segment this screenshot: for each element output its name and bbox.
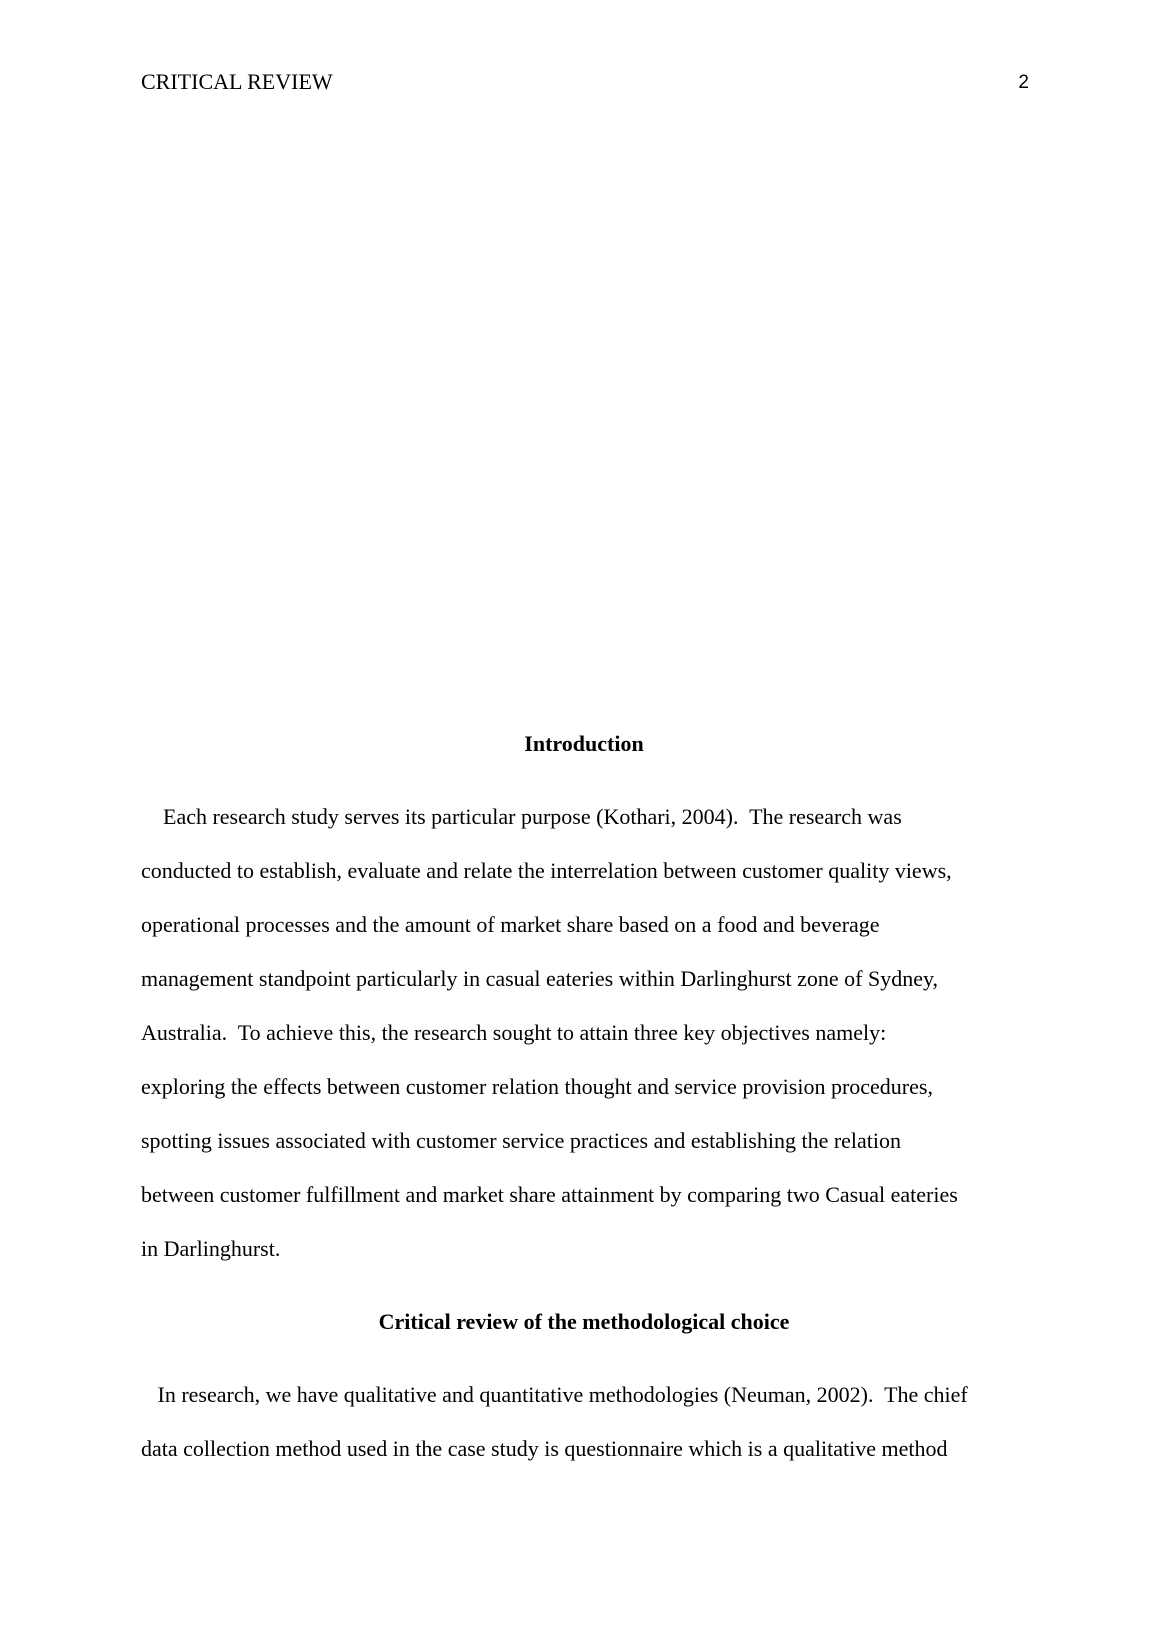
body-text-line: Each research study serves its particular purpose (Kothari, 2004). The research was [141, 804, 902, 829]
section-heading-introduction: Introduction [524, 731, 644, 756]
body-text-line: exploring the effects between customer relation thought and service provision procedures, [141, 1074, 933, 1099]
body-text-line: in Darlinghurst. [141, 1236, 281, 1261]
body-text-line: In research, we have qualitative and quantitative methodologies (Neuman, 2002). The chief [141, 1382, 968, 1407]
page-number: 2 [1018, 72, 1029, 93]
body-text-line: management standpoint particularly in casual eateries within Darlinghurst zone of Sydney, [141, 966, 939, 991]
body-text-line: Australia. To achieve this, the research sought to attain three key objectives namely: [141, 1020, 887, 1045]
section-heading-methodological-choice: Critical review of the methodological choice [378, 1309, 790, 1334]
body-text-line: operational processes and the amount of market share based on a food and beverage [141, 912, 880, 937]
running-head: CRITICAL REVIEW [141, 69, 333, 94]
body-text-line: spotting issues associated with customer service practices and establishing the relation [141, 1128, 902, 1153]
body-text-line: between customer fulfillment and market share attainment by comparing two Casual eateries [141, 1182, 958, 1207]
body-text-line: conducted to establish, evaluate and relate the interrelation between customer quality views, [141, 858, 952, 883]
body-text-line: data collection method used in the case study is questionnaire which is a qualitative method [141, 1436, 948, 1461]
